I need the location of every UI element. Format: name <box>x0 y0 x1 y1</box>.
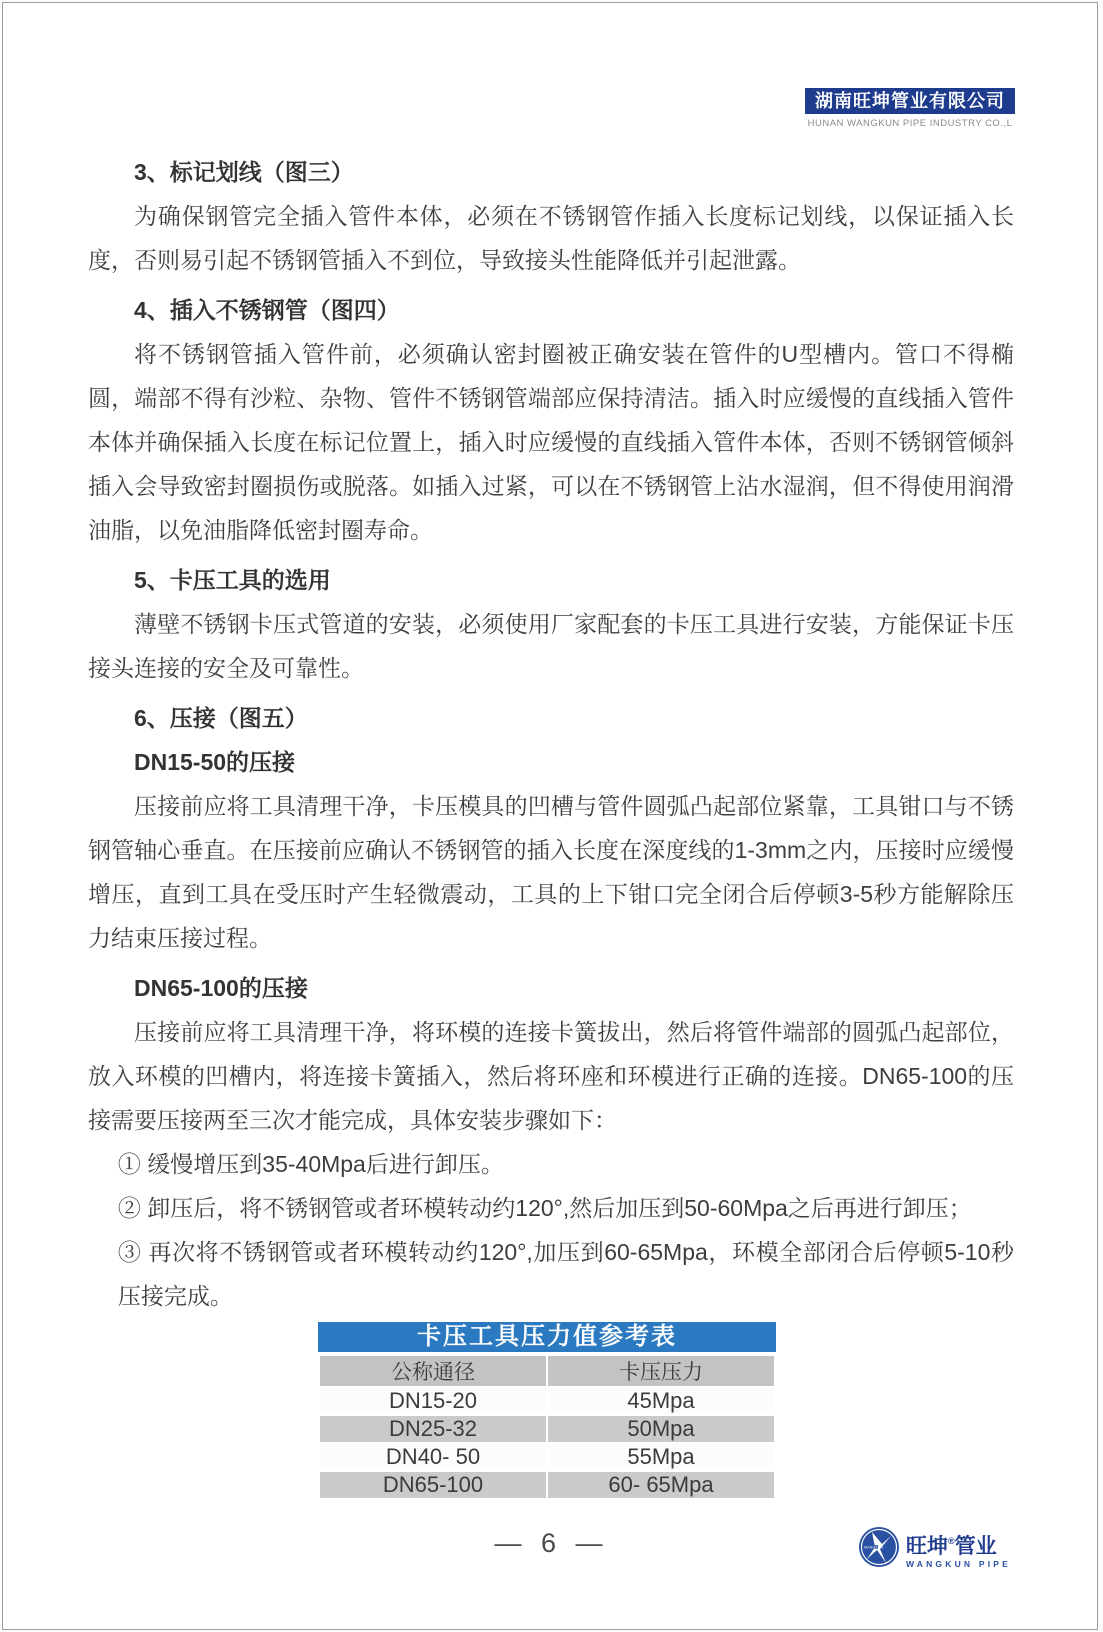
page-number: — 6 — <box>494 1528 609 1558</box>
logo-text <box>906 1530 1011 1569</box>
section-6-sub-dn65-100-heading: DN65-100的压接 <box>134 975 308 1001</box>
svg-text:WANGKUN: WANGKUN <box>864 1545 884 1550</box>
step-3: ③ 再次将不锈钢管或者环模转动约120°,加压到60-65Mpa，环模全部闭合后停顿5-10秒压接完成。 <box>117 1239 1014 1309</box>
cell-pressure: 50Mpa <box>547 1415 775 1443</box>
company-name-cn: 湖南旺坤管业有限公司 <box>805 88 1015 114</box>
cell-diameter: DN40- 50 <box>319 1443 547 1471</box>
section-4-paragraph: 将不锈钢管插入管件前，必须确认密封圈被正确安装在管件的U型槽内。管口不得椭圆，端部不得有沙粒、杂物、管件不锈钢管端部应保持清洁。插入时应缓慢的直线插入管件本体并确保插入长度在标记位置上，插入时应缓慢的直线插入管件本体，否则不锈钢管倾斜插入会导致密封圈损伤或脱落。如插入过紧，可以在不锈钢管上沾水湿润，但不得使用润滑油脂，以免油脂降低密封圈寿命。 <box>88 341 1014 543</box>
section-6-sub-dn15-50-paragraph: 压接前应将工具清理干净，卡压模具的凹槽与管件圆弧凸起部位紧靠，工具钳口与不锈钢管轴心垂直。在压接前应确认不锈钢管的插入长度在深度线的1-3mm之内，压接时应缓慢增压，直到工具在受压时产生轻微震动，工具的上下钳口完全闭合后停顿3-5秒方能解除压力结束压接过程。 <box>88 793 1014 951</box>
section-6-heading: 6、压接（图五） <box>134 705 308 731</box>
section-6-sub-dn15-50-heading: DN15-50的压接 <box>134 749 296 775</box>
table-header-row <box>319 1355 775 1387</box>
footer-logo <box>858 1526 1011 1573</box>
logo-name-en: WANGKUN PIPE <box>906 1559 1011 1569</box>
step-1: ① 缓慢增压到35-40Mpa后进行卸压。 <box>117 1151 504 1177</box>
section-3-paragraph: 为确保钢管完全插入管件本体，必须在不锈钢管作插入长度标记划线，以保证插入长度，否则易引起不锈钢管插入不到位，导致接头性能降低并引起泄露。 <box>88 203 1014 273</box>
table-row <box>319 1471 775 1499</box>
cell-diameter: DN15-20 <box>319 1387 547 1415</box>
section-5-heading: 5、卡压工具的选用 <box>134 567 331 593</box>
wangkun-logo-icon <box>858 1526 900 1573</box>
cell-pressure: 55Mpa <box>547 1443 775 1471</box>
company-name-en: HUNAN WANGKUN PIPE INDUSTRY CO.,L <box>807 118 1013 129</box>
table-col-header-diameter: 公称通径 <box>319 1355 547 1387</box>
table-row <box>319 1415 775 1443</box>
registered-mark: ® <box>948 1536 955 1546</box>
cell-diameter: DN65-100 <box>319 1471 547 1499</box>
table-row <box>319 1443 775 1471</box>
cell-diameter: DN25-32 <box>319 1415 547 1443</box>
table-title: 卡压工具压力值参考表 <box>318 1322 776 1352</box>
logo-name-cn: 旺坤®管业 <box>906 1535 997 1558</box>
section-4-heading: 4、插入不锈钢管（图四） <box>134 297 400 323</box>
company-header <box>805 88 1015 129</box>
section-5-paragraph: 薄壁不锈钢卡压式管道的安装，必须使用厂家配套的卡压工具进行安装，方能保证卡压接头连接的安全及可靠性。 <box>88 611 1014 681</box>
step-2: ② 卸压后，将不锈钢管或者环模转动约120°,然后加压到50-60Mpa之后再进行卸压； <box>117 1195 972 1221</box>
cell-pressure: 60- 65Mpa <box>547 1471 775 1499</box>
document-body <box>88 150 1014 1318</box>
pressure-reference-table <box>318 1322 776 1500</box>
table-col-header-pressure: 卡压压力 <box>547 1355 775 1387</box>
table-row <box>319 1387 775 1415</box>
section-6-sub-dn65-100-paragraph: 压接前应将工具清理干净，将环模的连接卡簧拔出，然后将管件端部的圆弧凸起部位，放入环模的凹槽内，将连接卡簧插入，然后将环座和环模进行正确的连接。DN65-100的压接需要压接两至三次才能完成，具体安装步骤如下： <box>88 1019 1014 1133</box>
section-3-heading: 3、标记划线（图三） <box>134 159 354 185</box>
cell-pressure: 45Mpa <box>547 1387 775 1415</box>
